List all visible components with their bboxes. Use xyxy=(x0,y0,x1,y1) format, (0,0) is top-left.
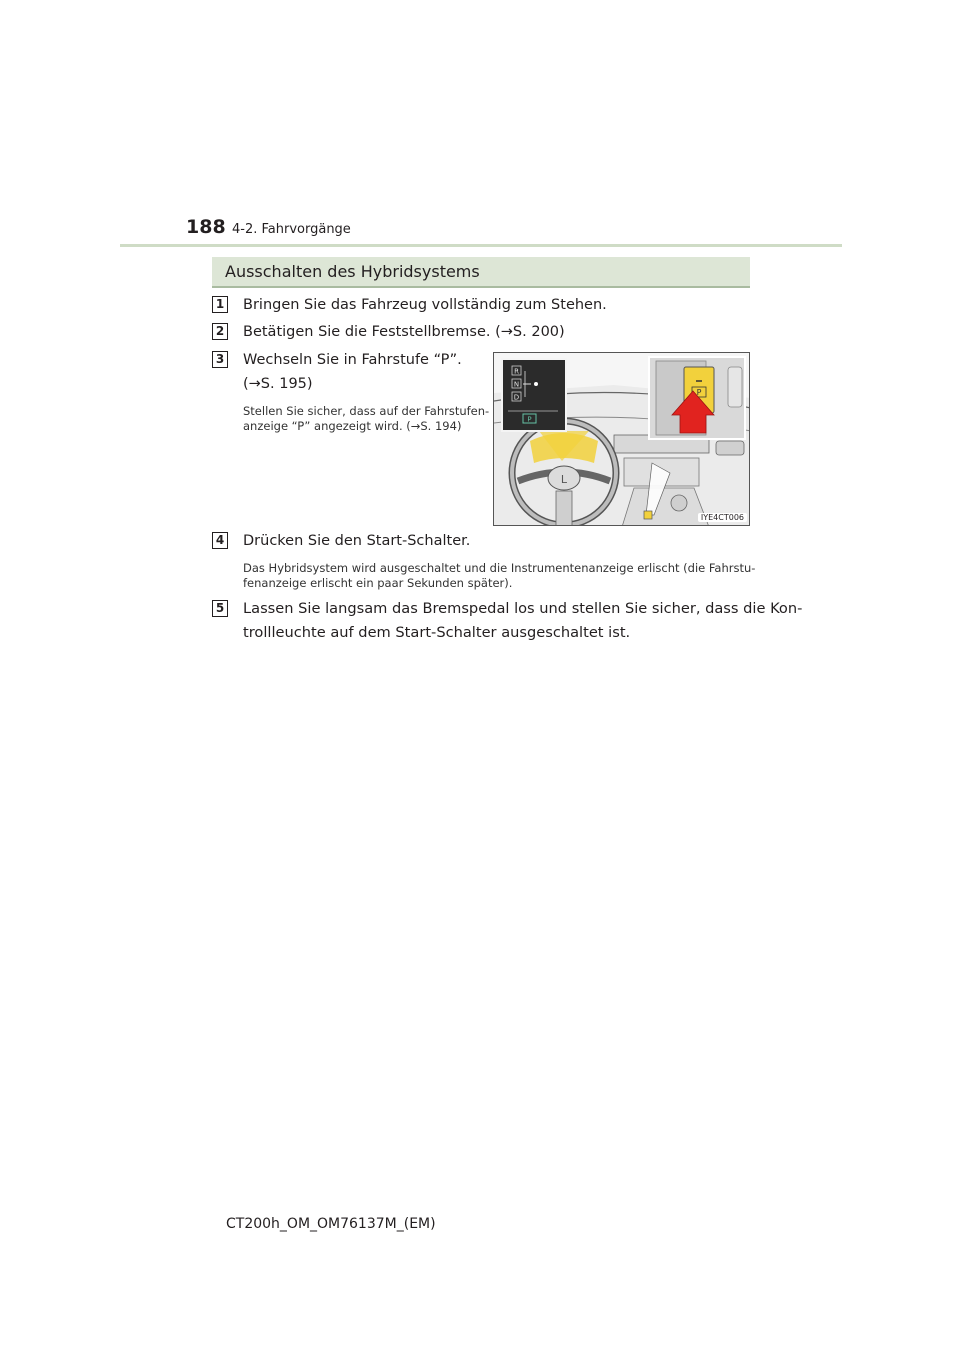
step-text-5-line-2: trollleuchte auf dem Start-Schalter ausgeschaltet ist. xyxy=(243,624,631,641)
step-text-3-line-1: Wechseln Sie in Fahrstufe “P”. xyxy=(243,352,462,368)
step-number-2: 2 xyxy=(212,323,228,340)
start-switch-location xyxy=(644,511,652,519)
figure-code: IYE4CT006 xyxy=(698,513,747,522)
step-number-4: 4 xyxy=(212,532,228,549)
section-title: Ausschalten des Hybridsystems xyxy=(225,262,480,281)
step-text-2: Betätigen Sie die Feststellbremse. (→S. 200) xyxy=(243,324,565,340)
gear-label-r: R xyxy=(514,367,519,376)
step-text-1: Bringen Sie das Fahrzeug vollständig zum Stehen. xyxy=(243,297,607,313)
step-note-4-line-2: fenanzeige erlischt ein paar Sekunden später). xyxy=(243,576,513,590)
step-number-1: 1 xyxy=(212,296,228,313)
page-number: 188 xyxy=(186,216,226,238)
chapter-title: 4-2. Fahrvorgänge xyxy=(232,222,351,237)
step-text-5-line-1: Lassen Sie langsam das Bremspedal los und stellen Sie sicher, dass die Kon- xyxy=(243,600,803,617)
gear-indicator: P xyxy=(527,415,532,424)
document-code: CT200h_OM_OM76137M_(EM) xyxy=(226,1216,436,1232)
start-button-label: P xyxy=(696,388,702,397)
step-note-3-line-1: Stellen Sie sicher, dass auf der Fahrstufen- xyxy=(243,404,490,418)
header-divider xyxy=(120,244,842,247)
dashboard-illustration xyxy=(493,352,750,526)
step-note-4-line-1: Das Hybridsystem wird ausgeschaltet und die Instrumentenanzeige erlischt (die Fahrstu- xyxy=(243,561,756,575)
gear-label-n: N xyxy=(513,380,520,389)
step-number-3: 3 xyxy=(212,351,228,368)
step-text-3-line-2: (→S. 195) xyxy=(243,376,313,392)
gear-label-d: D xyxy=(513,393,520,402)
section-header xyxy=(212,257,750,288)
step-number-5: 5 xyxy=(212,600,228,617)
dashboard-drawing xyxy=(494,353,750,526)
step-text-4: Drücken Sie den Start-Schalter. xyxy=(243,533,471,549)
step-note-3-line-2: anzeige “P” angezeigt wird. (→S. 194) xyxy=(243,419,462,433)
svg-text:L: L xyxy=(560,473,568,486)
